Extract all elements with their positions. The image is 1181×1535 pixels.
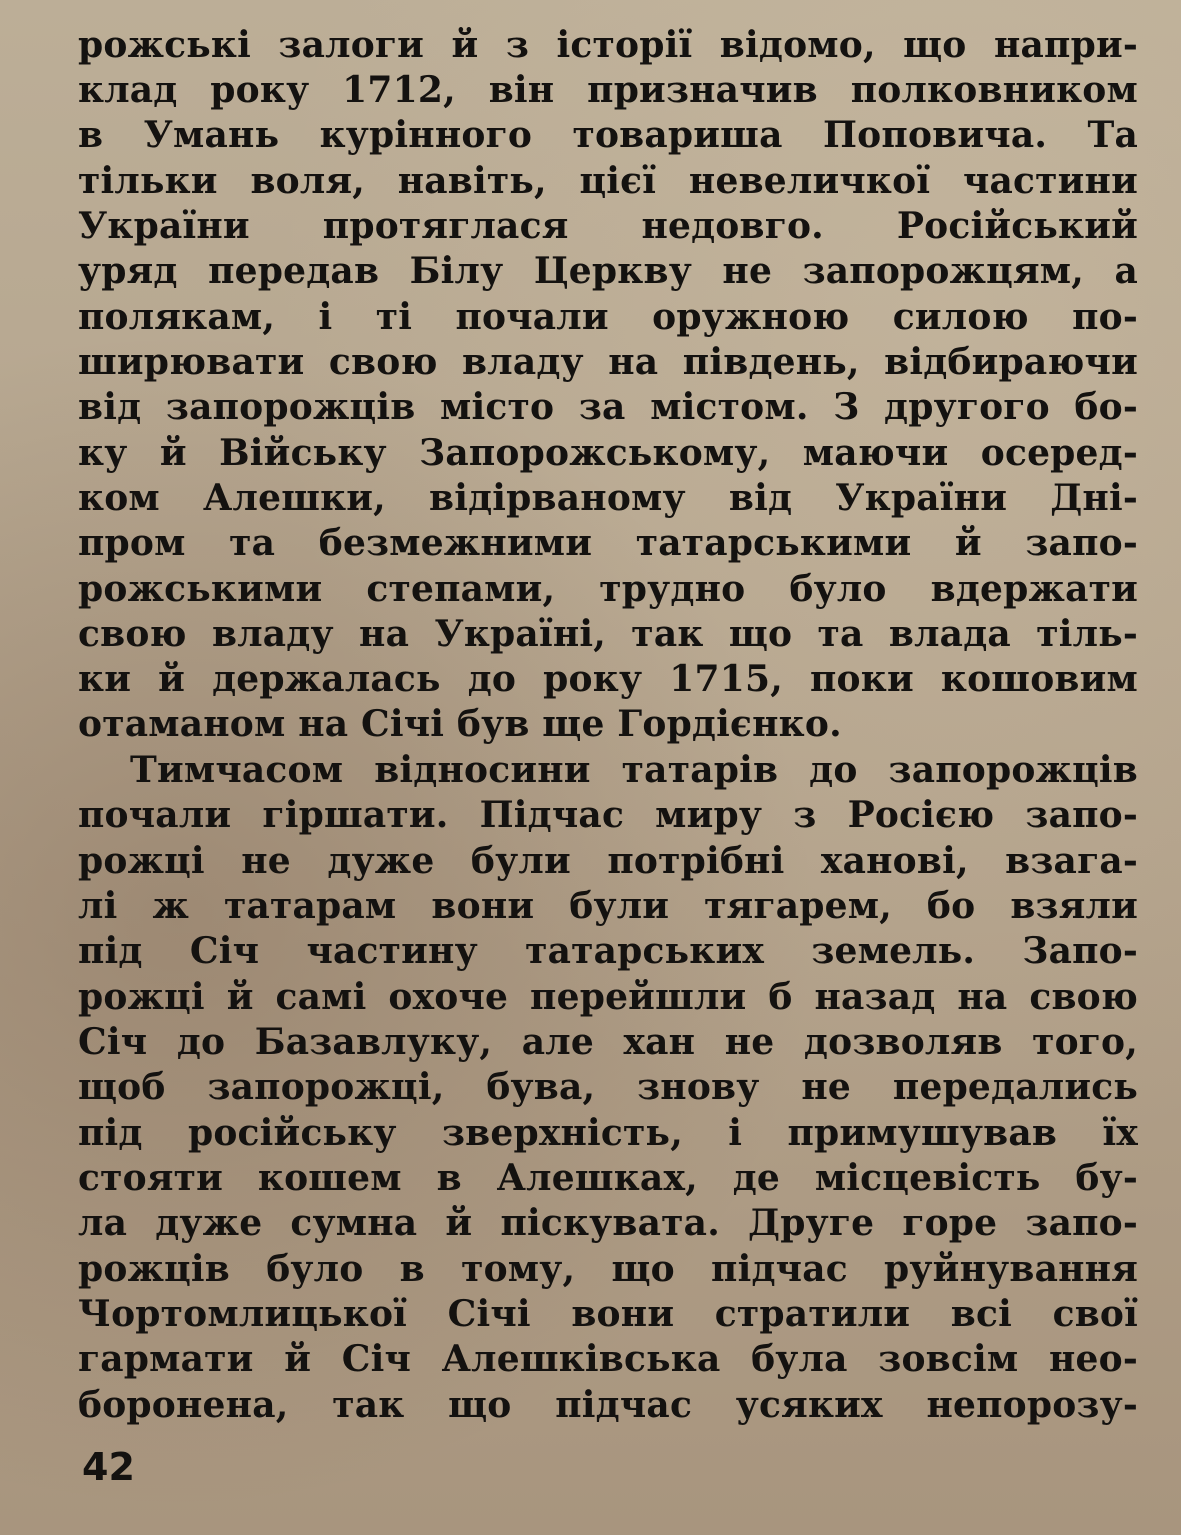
text-line: Тимчасом відносини татарів до запорожців xyxy=(130,749,1138,791)
text-line: тільки воля, навіть, цієї невеличкої частини xyxy=(78,160,1138,202)
text-line: України протяглася недовго. Російський xyxy=(78,205,1138,247)
text-line: ком Алешки, відірваному від України Дні- xyxy=(78,477,1138,519)
text-line: гармати й Січ Алешківська була зовсім нео- xyxy=(78,1338,1138,1380)
text-line: Чортомлицької Січі вони стратили всі свої xyxy=(78,1293,1138,1335)
text-line: рожців було в тому, що підчас руйнування xyxy=(78,1248,1138,1290)
text-line: Січ до Базавлуку, але хан не дозволяв того, xyxy=(78,1021,1138,1063)
text-line: полякам, і ті почали оружною силою по- xyxy=(78,296,1138,338)
text-line: рожськими степами, трудно було вдержати xyxy=(78,568,1138,610)
text-line: уряд передав Білу Церкву не запорожцям, а xyxy=(78,250,1138,292)
text-line: ку й Війську Запорожському, маючи осеред- xyxy=(78,432,1138,474)
text-line: ки й держалась до року 1715, поки кошовим xyxy=(78,658,1138,700)
text-line: щоб запорожці, бува, знову не передались xyxy=(78,1066,1138,1108)
text-line: під російську зверхність, і примушував їх xyxy=(78,1112,1138,1154)
text-line: під Січ частину татарських земель. Запо- xyxy=(78,930,1138,972)
text-line: стояти кошем в Алешках, де місцевість бу- xyxy=(78,1157,1138,1199)
text-line: лі ж татарам вони були тягарем, бо взяли xyxy=(78,885,1138,927)
text-line: почали гіршати. Підчас миру з Росією запо- xyxy=(78,794,1138,836)
text-line: від запорожців місто за містом. З другого бо- xyxy=(78,386,1138,428)
page-number: 42 xyxy=(82,1445,135,1489)
text-line: в Умань курінного товариша Поповича. Та xyxy=(78,114,1138,156)
text-line: ширювати свою владу на південь, відбираючи xyxy=(78,341,1138,383)
text-line: рожці не дуже були потрібні ханові, взага- xyxy=(78,840,1138,882)
text-line: клад року 1712, він призначив полковником xyxy=(78,69,1138,111)
text-line: свою владу на Україні, так що та влада тіль- xyxy=(78,613,1138,655)
text-line: рожці й самі охоче перейшли б назад на свою xyxy=(78,976,1138,1018)
text-line: ла дуже сумна й піскувата. Друге горе запо- xyxy=(78,1202,1138,1244)
text-line: пром та безмежними татарськими й запо- xyxy=(78,522,1138,564)
text-line: рожські залоги й з історії відомо, що напри- xyxy=(78,24,1138,66)
text-line: боронена, так що підчас усяких непорозу- xyxy=(78,1384,1138,1426)
text-line: отаманом на Січі був ще Гордієнко. xyxy=(78,703,842,745)
